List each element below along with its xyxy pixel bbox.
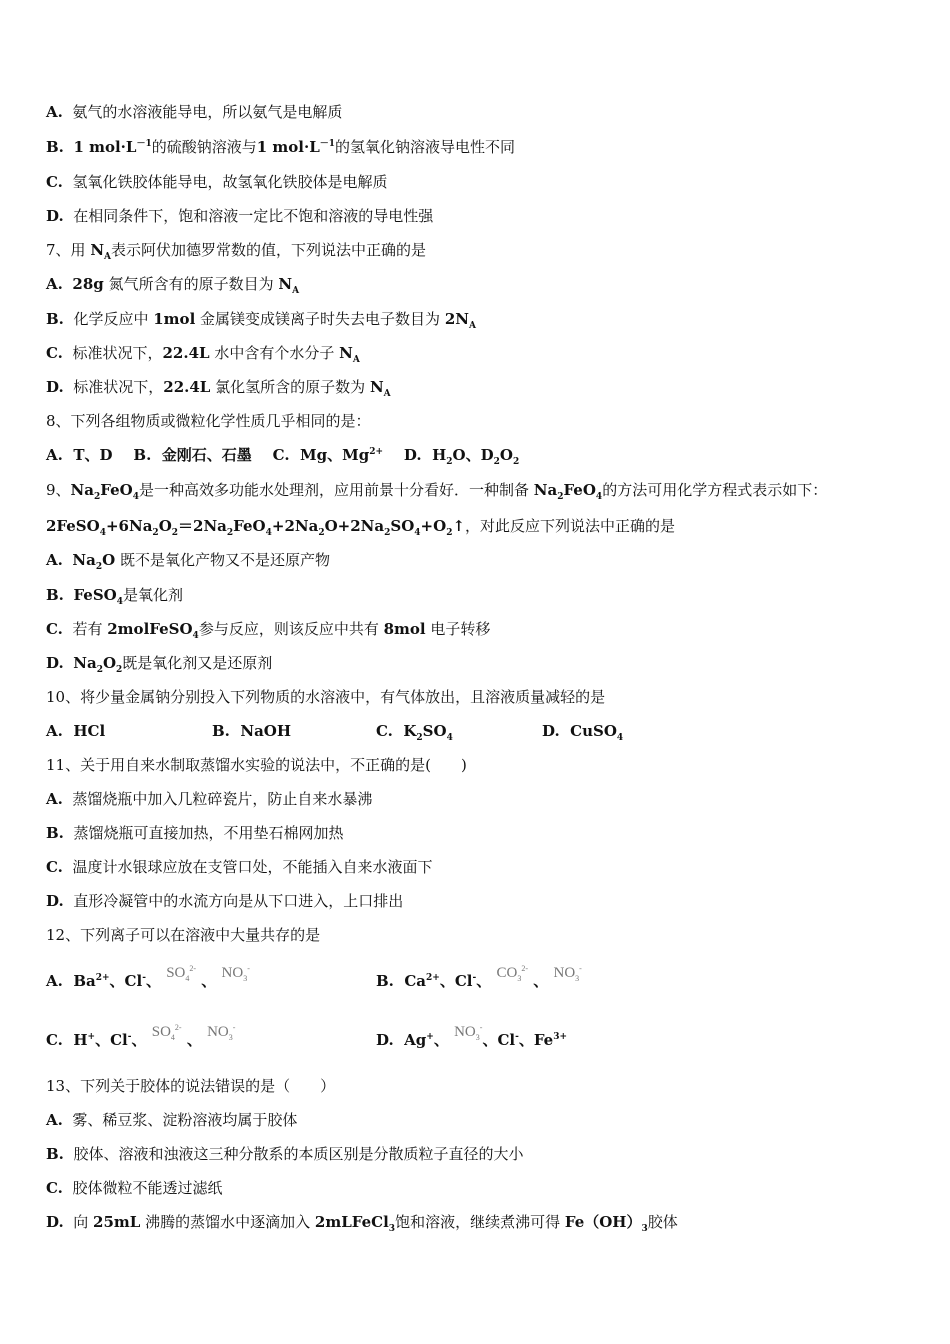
formula: O — [499, 446, 513, 464]
q6-option-a — [46, 102, 342, 122]
q10-option-d — [542, 721, 623, 741]
formula: FeO — [100, 481, 133, 499]
subscript: 3 — [243, 974, 248, 983]
option-text: 氢氧化铁胶体能导电，故氢氧化铁胶体是电解质 — [72, 173, 388, 191]
subscript: 2 — [93, 492, 101, 502]
option-text: T、D — [73, 446, 113, 464]
separator: 、 — [131, 1031, 147, 1049]
option-text: 标准状况下， — [72, 344, 163, 362]
formula: 1mol — [153, 310, 196, 328]
subscript: 3 — [517, 974, 522, 983]
option-letter: C. — [46, 858, 63, 876]
formula: FeSO — [73, 586, 117, 604]
superscript: －1 — [319, 139, 336, 149]
formula: O — [102, 551, 116, 569]
formula: 2molFeSO — [107, 620, 193, 638]
formula-base: CO — [496, 965, 518, 981]
option-text: NaOH — [240, 722, 292, 740]
q10-option-b — [212, 721, 291, 741]
q13-stem — [46, 1076, 335, 1096]
option-letter: D. — [542, 722, 560, 740]
option-text: 若有 — [72, 620, 103, 638]
nitrate-ion-formula — [207, 1022, 235, 1042]
option-letter: A. — [46, 275, 63, 293]
option-text: 金属镁变成镁离子时失去电子数目为 — [200, 310, 441, 328]
eq-part: 2FeSO — [46, 517, 100, 535]
ion: Ca — [404, 972, 427, 990]
eq-part: ＝2Na — [178, 517, 227, 535]
formula: 2N — [444, 310, 469, 328]
option-text: 氮气所含有的原子数目为 — [108, 275, 274, 293]
subscript: 3 — [641, 1224, 648, 1234]
q9-equation — [46, 516, 675, 536]
option-text: 胶体微粒不能透过滤纸 — [72, 1179, 223, 1197]
superscript: 2- — [189, 964, 197, 973]
option-letter: B. — [46, 824, 64, 842]
superscript: 2+ — [369, 447, 384, 457]
option-letter: B. — [46, 310, 64, 328]
subscript: 4 — [616, 733, 624, 743]
eq-part: FeO — [233, 517, 266, 535]
eq-part: O+2Na — [324, 517, 385, 535]
option-text: Mg、Mg — [300, 446, 370, 464]
sulfate-ion-formula — [152, 1022, 182, 1042]
nitrate-ion-formula — [553, 963, 581, 983]
question-text: 11、关于用自来水制取蒸馏水实验的说法中，不正确的是( ) — [46, 756, 467, 774]
formula: O、D — [452, 446, 494, 464]
formula: N — [339, 344, 353, 362]
subscript: 4 — [192, 631, 199, 641]
subscript: A — [352, 355, 360, 365]
option-text: 是氧化剂 — [123, 586, 184, 604]
eq-part: +2Na — [271, 517, 319, 535]
formula: Na — [70, 481, 94, 499]
q12-option-d — [376, 1023, 568, 1051]
option-letter: D. — [46, 378, 64, 396]
option-text: 氯化氢所含的原子数为 — [215, 378, 366, 396]
q9-option-b — [46, 585, 183, 605]
question-text: 13、下列关于胶体的说法错误的是（ ） — [46, 1077, 336, 1095]
option-letter: C. — [46, 344, 63, 362]
option-letter: C. — [46, 620, 63, 638]
option-letter: B. — [212, 722, 230, 740]
superscript: + — [426, 1032, 434, 1042]
option-text: 直形冷凝管中的水流方向是从下口进入，上口排出 — [73, 892, 404, 910]
q6-option-c — [46, 172, 387, 192]
option-letter: B. — [376, 972, 394, 990]
q9-option-c — [46, 619, 490, 639]
ion: 、Cl — [109, 972, 143, 990]
q10-option-c — [376, 721, 453, 741]
option-text: HCl — [73, 722, 106, 740]
option-text: 沸腾的蒸馏水中逐滴加入 — [145, 1213, 311, 1231]
q9-stem — [46, 480, 827, 500]
superscript: －1 — [136, 139, 152, 149]
q7-option-a — [46, 274, 299, 294]
superscript: - — [479, 1023, 483, 1032]
question-text: 12、下列离子可以在溶液中大量共存的是 — [46, 926, 321, 944]
subscript: 3 — [228, 1033, 233, 1042]
q9-option-d — [46, 653, 272, 673]
q13-option-c — [46, 1178, 222, 1198]
question-text: 是一种高效多功能水处理剂，应用前景十分看好．一种制备 — [138, 481, 529, 499]
subscript: 2 — [95, 562, 103, 572]
q7-option-d — [46, 377, 391, 397]
option-letter: B. — [133, 446, 152, 464]
option-text: 电子转移 — [430, 620, 491, 638]
formula-base: NO — [207, 1024, 229, 1040]
ion: 、Cl — [439, 972, 473, 990]
formula: CuSO — [570, 722, 617, 740]
subscript: 4 — [185, 974, 190, 983]
question-text: 8、下列各组物质或微粒化学性质几乎相同的是： — [46, 412, 371, 430]
subscript: 2 — [152, 528, 159, 538]
subscript: A — [292, 286, 300, 296]
option-letter: A. — [46, 1111, 63, 1129]
formula-base: SO — [151, 1024, 171, 1040]
subscript: 2 — [96, 665, 103, 675]
option-text: 胶体、溶液和浊液这三种分散系的本质区别是分散质粒子直径的大小 — [73, 1145, 524, 1163]
formula: H — [432, 446, 447, 464]
option-letter: C. — [46, 1031, 63, 1049]
subscript: 4 — [132, 492, 139, 502]
option-letter: C. — [46, 173, 63, 191]
question-text: ，对此反应下列说法中正确的是 — [465, 517, 676, 535]
subscript: 4 — [116, 597, 123, 607]
subscript: 2 — [116, 665, 123, 675]
option-text: 饱和溶液，继续煮沸可得 — [395, 1213, 561, 1231]
q11-option-d — [46, 891, 403, 911]
subscript: A — [469, 321, 476, 331]
q13-option-a — [46, 1110, 297, 1130]
subscript: 2 — [446, 457, 453, 467]
option-letter: A. — [46, 103, 63, 121]
subscript: 2 — [446, 528, 453, 538]
q8-stem — [46, 411, 371, 431]
formula: Na — [72, 551, 96, 569]
formula: 8mol — [383, 620, 426, 638]
q12-option-b — [376, 964, 582, 992]
ion: 、Fe — [518, 1031, 554, 1049]
option-text: 氨气的水溶液能导电，所以氨气是电解质 — [72, 103, 343, 121]
q13-option-d — [46, 1212, 678, 1232]
eq-part: ↑ — [452, 517, 466, 535]
option-text: 既是氧化剂又是还原剂 — [122, 654, 273, 672]
q11-stem — [46, 755, 467, 775]
ion: 、Cl — [482, 1031, 516, 1049]
ion: H — [73, 1031, 88, 1049]
formula: N — [278, 275, 293, 293]
formula-base: NO — [221, 965, 244, 981]
option-text: 参与反应，则该反应中共有 — [198, 620, 379, 638]
carbonate-ion-formula — [496, 963, 528, 983]
superscript: 2+ — [95, 973, 110, 983]
formula: K — [403, 722, 417, 740]
option-text: 蒸馏烧瓶中加入几粒碎瓷片，防止自来水暴沸 — [72, 790, 373, 808]
option-letter: A. — [46, 446, 63, 464]
ion: Ba — [73, 972, 96, 990]
eq-part: +O — [420, 517, 447, 535]
superscript: - — [472, 973, 477, 983]
subscript: 2 — [171, 528, 179, 538]
option-letter: A. — [46, 722, 63, 740]
option-letter: B. — [46, 1145, 64, 1163]
formula: 22.4L — [163, 378, 211, 396]
subscript: 2 — [557, 492, 564, 502]
formula: N — [369, 378, 384, 396]
superscript: 2+ — [426, 973, 440, 983]
question-text: 的方法可用化学方程式表示如下： — [602, 481, 828, 499]
subscript: 4 — [414, 528, 421, 538]
subscript: 4 — [446, 733, 453, 743]
q12-option-c — [46, 1023, 236, 1051]
superscript: 3+ — [553, 1032, 568, 1042]
superscript: - — [142, 973, 146, 983]
subscript: 2 — [493, 457, 500, 467]
formula: 22.4L — [162, 344, 210, 362]
option-letter: D. — [46, 207, 64, 225]
q10-stem — [46, 687, 605, 707]
q6-option-b — [46, 137, 515, 157]
option-letter: D. — [376, 1031, 394, 1049]
eq-part: O — [158, 517, 172, 535]
formula: SO — [422, 722, 447, 740]
subscript: 4 — [170, 1033, 175, 1042]
question-text: 9、 — [46, 481, 71, 499]
subscript: 2 — [318, 528, 325, 538]
superscript: - — [515, 1032, 519, 1042]
option-text: 雾、稀豆浆、淀粉溶液均属于胶体 — [72, 1111, 298, 1129]
question-text: 10、将少量金属钠分别投入下列物质的水溶液中，有气体放出，且溶液质量减轻的是 — [46, 688, 606, 706]
superscript: 2- — [521, 964, 528, 973]
option-letter: A. — [46, 790, 63, 808]
q10-option-a — [46, 721, 105, 741]
q13-option-b — [46, 1144, 523, 1164]
option-text: 蒸馏烧瓶可直接加热，不用垫石棉网加热 — [73, 824, 344, 842]
option-letter: D. — [403, 446, 422, 464]
superscript: - — [232, 1023, 236, 1032]
subscript: 4 — [595, 492, 603, 502]
formula: FeO — [563, 481, 596, 499]
formula: 2mLFeCl — [314, 1213, 389, 1231]
subscript: 4 — [265, 528, 272, 538]
option-letter: B. — [46, 586, 64, 604]
option-letter: D. — [46, 1213, 64, 1231]
separator: 、 — [433, 1031, 449, 1049]
eq-part: +6Na — [105, 517, 153, 535]
q6-option-d — [46, 206, 433, 226]
q8-options — [46, 445, 519, 465]
nitrate-ion-formula — [454, 1022, 482, 1042]
superscript: 2- — [174, 1023, 182, 1032]
option-letter: A. — [46, 972, 63, 990]
q9-option-a — [46, 550, 330, 570]
option-text: 标准状况下， — [73, 378, 164, 396]
option-text: 的氢氧化钠溶液导电性不同 — [335, 138, 516, 156]
option-letter: C. — [46, 1179, 63, 1197]
separator: 、 — [201, 972, 217, 990]
q11-option-b — [46, 823, 343, 843]
option-letter: C. — [376, 722, 393, 740]
formula-base: NO — [454, 1024, 476, 1040]
separator: 、 — [533, 972, 549, 990]
option-text: 向 — [73, 1213, 89, 1231]
formula-base: NO — [553, 965, 576, 981]
separator: 、 — [186, 1031, 202, 1049]
subscript: A — [383, 389, 391, 399]
option-text: 在相同条件下，饱和溶液一定比不饱和溶液的导电性强 — [73, 207, 434, 225]
subscript: A — [104, 252, 112, 262]
option-letter: D. — [46, 654, 64, 672]
formula: 25mL — [93, 1213, 141, 1231]
option-letter: C. — [272, 446, 290, 464]
formula: N — [90, 241, 105, 259]
formula: Na — [73, 654, 97, 672]
eq-part: SO — [390, 517, 415, 535]
q11-option-a — [46, 789, 372, 809]
superscript: - — [579, 964, 582, 973]
option-text: 胶体 — [647, 1213, 678, 1231]
superscript: - — [247, 964, 250, 973]
subscript: 4 — [99, 528, 106, 538]
q7-option-c — [46, 343, 360, 363]
formula: 1 mol·L — [256, 138, 320, 156]
nitrate-ion-formula — [222, 963, 250, 983]
superscript: + — [87, 1032, 96, 1042]
formula: O — [102, 654, 117, 672]
option-letter: B. — [46, 138, 64, 156]
subscript: 2 — [512, 457, 520, 467]
formula: Fe（OH） — [564, 1213, 642, 1231]
formula-base: SO — [166, 965, 186, 981]
q7-stem — [46, 240, 426, 260]
subscript: 3 — [575, 974, 580, 983]
formula: 1 mol·L — [73, 138, 137, 156]
subscript: 3 — [475, 1033, 480, 1042]
subscript: 2 — [226, 528, 234, 538]
superscript: - — [127, 1032, 132, 1042]
q11-option-c — [46, 857, 432, 877]
question-text: 7、用 — [46, 241, 91, 259]
ion: 、Cl — [95, 1031, 128, 1049]
sulfate-ion-formula — [166, 963, 196, 983]
q12-option-a — [46, 964, 250, 992]
subscript: 3 — [388, 1224, 396, 1234]
option-letter: A. — [46, 551, 63, 569]
subscript: 2 — [384, 528, 391, 538]
separator: 、 — [476, 972, 492, 990]
formula: Na — [533, 481, 558, 499]
option-text: 水中含有个水分子 — [214, 344, 335, 362]
option-text: 的硫酸钠溶液与 — [151, 138, 257, 156]
option-text: 温度计水银球应放在支管口处，不能插入自来水液面下 — [72, 858, 433, 876]
option-text: 化学反应中 — [73, 310, 149, 328]
question-text: 表示阿伏加德罗常数的值，下列说法中正确的是 — [111, 241, 427, 259]
separator: 、 — [145, 972, 161, 990]
chemical-equation — [46, 517, 466, 538]
q12-stem — [46, 925, 320, 945]
formula: 28g — [72, 275, 104, 293]
ion: Ag — [404, 1031, 427, 1049]
option-text: 既不是氧化产物又不是还原产物 — [119, 551, 330, 569]
option-text: 金刚石、石墨 — [161, 446, 252, 464]
option-letter: D. — [46, 892, 64, 910]
subscript: 2 — [416, 733, 423, 743]
q7-option-b — [46, 309, 476, 329]
